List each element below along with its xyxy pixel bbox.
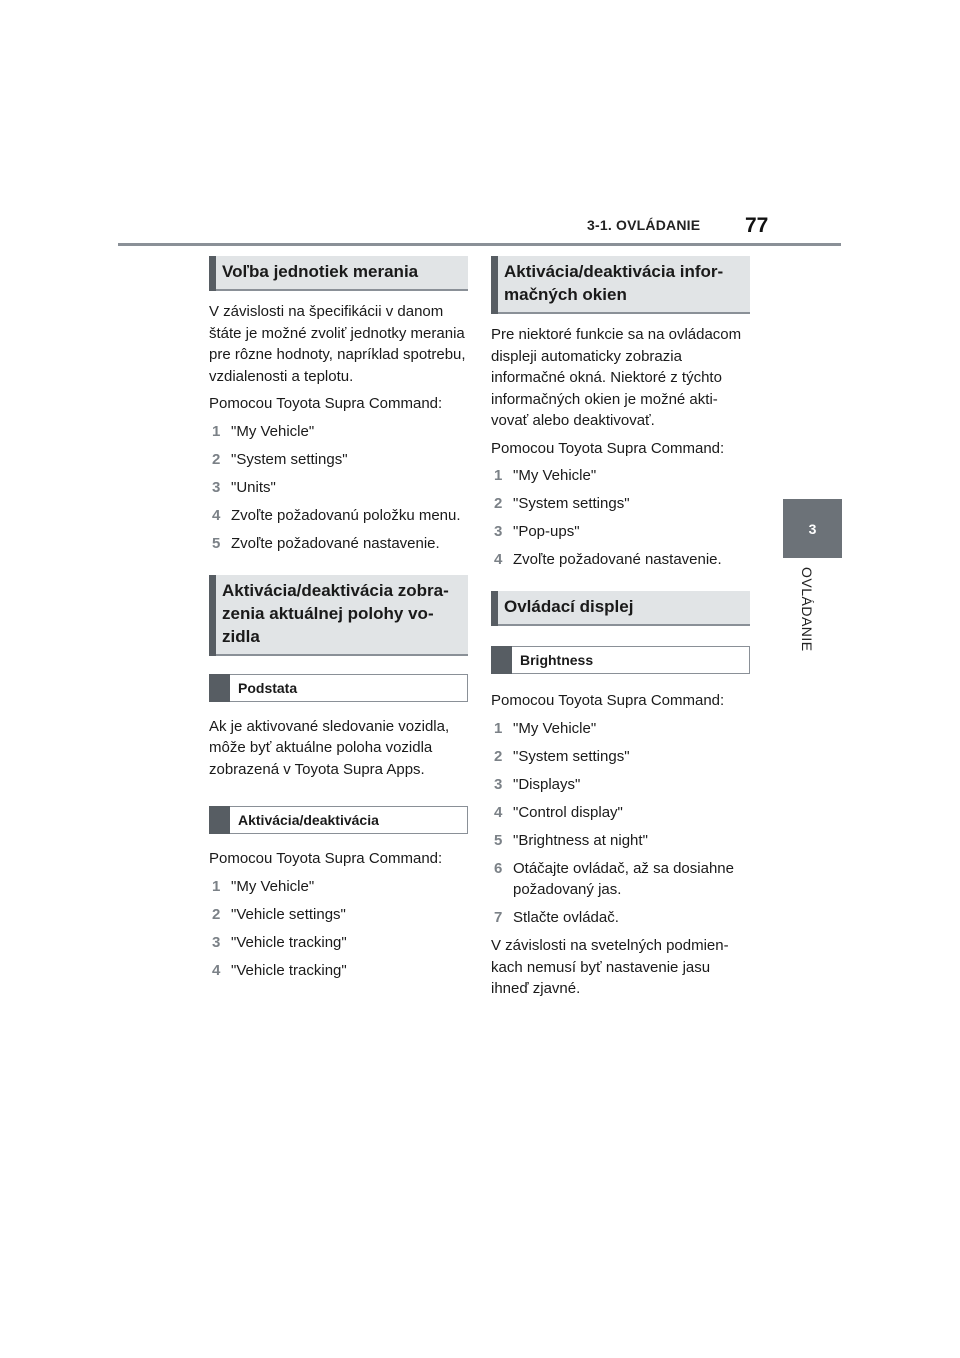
list-item: 4 "Vehicle tracking" <box>212 961 347 979</box>
list-item: 3 "Displays" <box>494 775 581 793</box>
list-item: 2 "System settings" <box>494 495 630 512</box>
list-item: 1 "My Vehicle" <box>212 877 315 895</box>
section-heading-popups: Aktivácia/deaktivácia informačných okien <box>491 256 750 314</box>
list-item: 2 "System settings" <box>494 747 630 765</box>
list-item: 4 Zvoľte požadovanú položku menu. <box>212 506 461 524</box>
list-item: 5 "Brightness at night" <box>494 831 648 849</box>
list-item: 3 "Vehicle tracking" <box>212 933 347 951</box>
list-item: 5 Zvoľte požadované nastavenie. <box>212 534 440 552</box>
list-item: 3 "Pop-ups" <box>494 523 580 540</box>
units-steps <box>209 421 468 555</box>
units-intro: V závislosti na špecifikácii v danom štáte je možné zvoliť jednotky merania pre rôzne hodnoty, napríklad spotrebu, vzdialenosti a teplotu. <box>209 303 466 385</box>
display-command: Pomocou Toyota Supra Command: <box>491 692 725 709</box>
popups-intro: Pre niektoré funkcie sa na ovládacom displeji automaticky zobrazia informačné okná. Niektoré z týchto informačných okien je možné aktivovať alebo deaktivovať. <box>491 326 742 429</box>
units-command: Pomocou Toyota Supra Command: <box>209 395 443 412</box>
popups-steps <box>491 465 750 571</box>
left-column <box>209 256 468 988</box>
display-steps <box>491 718 750 929</box>
list-item: 4 "Control display" <box>494 803 623 821</box>
popups-command: Pomocou Toyota Supra Command: <box>491 439 725 457</box>
subheading-brightness: Brightness <box>491 646 750 674</box>
subheading-podstata: Podstata <box>209 674 468 702</box>
list-item: 1 "My Vehicle" <box>494 719 597 737</box>
list-item: 3 "Units" <box>212 478 276 496</box>
section-heading-tracking: Aktivácia/deaktivácia zobrazenia aktuálnej polohy vozidla <box>209 575 468 656</box>
list-item: 1 "My Vehicle" <box>494 467 597 484</box>
list-item: 4 Zvoľte požadované nastavenie. <box>494 551 722 568</box>
chapter-title: 3-1. OVLÁDANIE <box>587 217 701 233</box>
subheading-activation: Aktivácia/deaktivácia <box>209 806 468 834</box>
header-divider <box>118 243 841 246</box>
page-number: 77 <box>745 214 769 237</box>
display-note: V závislosti na svetelných podmienkach nemusí byť nastavenie jasu ihneď zjavné. <box>491 937 729 997</box>
list-item: 2 "Vehicle settings" <box>212 905 346 923</box>
chapter-tab: 3 <box>783 499 842 558</box>
list-item: 1 "My Vehicle" <box>212 422 315 440</box>
tracking-steps <box>209 876 468 982</box>
tracking-command: Pomocou Toyota Supra Command: <box>209 850 443 867</box>
list-item: 7 Stlačte ovládač. <box>494 909 619 926</box>
tracking-intro: Ak je aktivované sledovanie vozidla, môže byť aktuálne poloha vozidla zobrazená v Toyota Supra Apps. <box>209 717 450 778</box>
section-heading-units: Voľba jednotiek merania <box>209 256 468 291</box>
section-heading-display: Ovládací displej <box>491 591 750 626</box>
right-column <box>491 256 750 1006</box>
list-item: 6 Otáčajte ovládač, až sa dosiahne požadovaný jas. <box>494 859 734 898</box>
list-item: 2 "System settings" <box>212 450 348 468</box>
chapter-tab-label: OVLÁDANIE <box>799 567 815 652</box>
